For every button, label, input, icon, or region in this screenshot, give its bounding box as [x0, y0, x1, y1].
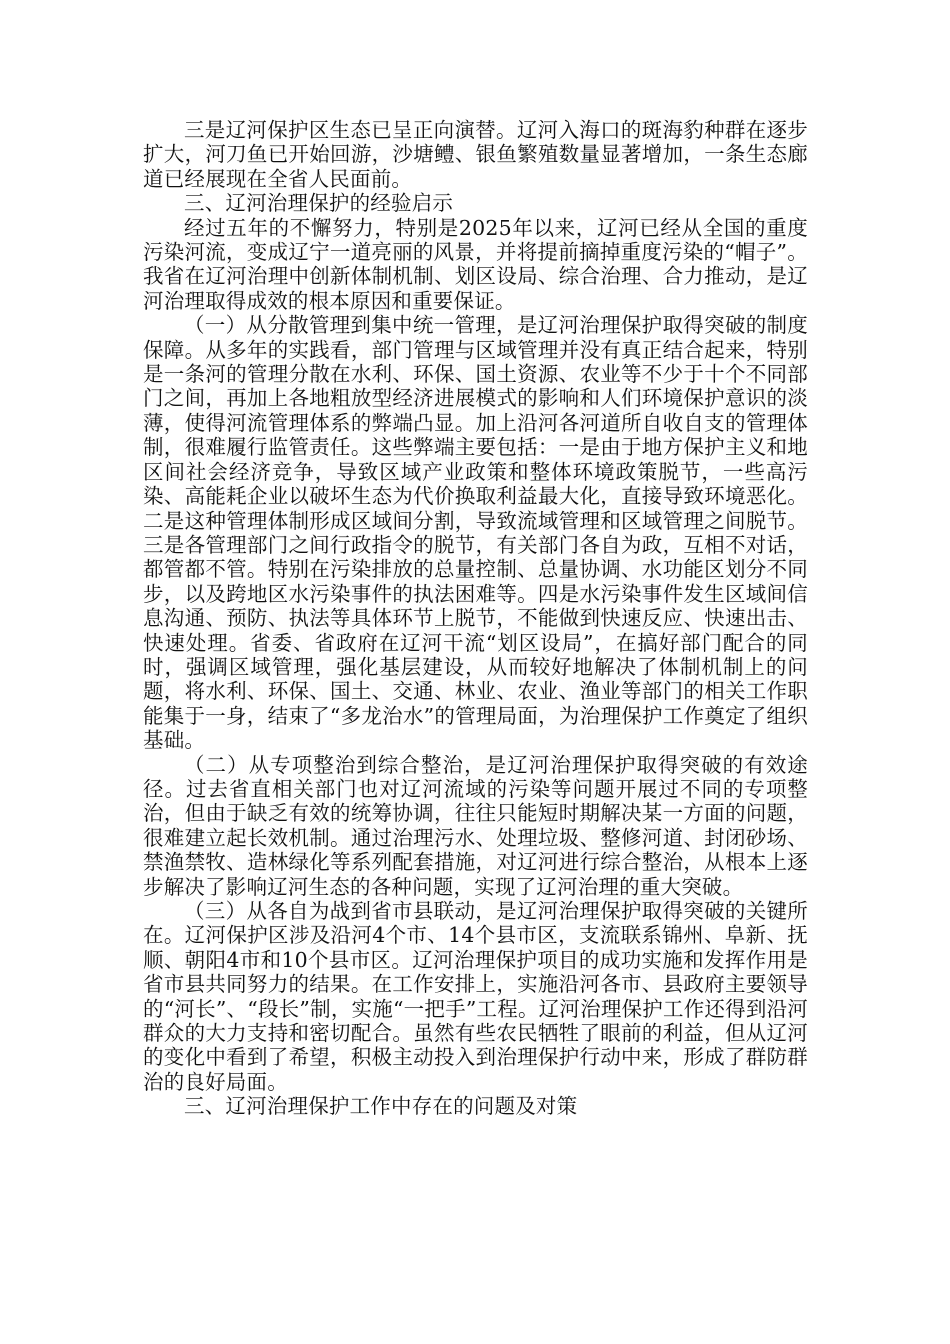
paragraph-comprehensive-remediation: （二）从专项整治到综合整治，是辽河治理保护取得突破的有效途径。过去省直相关部门也对辽河流域的污染等问题开展过不同的专项整治，但由于缺乏有效的统筹协调，往往只能短时期解决某一方面的问题，很难建立起长效机制。通过治理污水、处理垃圾、整修河道、封闭砂场、禁渔禁牧、造林绿化等系列配套措施，对辽河进行综合整治，从根本上逐步解决了影响辽河生态的各种问题，实现了辽河治理的重大突破。 — [143, 752, 808, 899]
document-body — [143, 118, 808, 1119]
section-heading-experience: 三、辽河治理保护的经验启示 — [184, 191, 454, 216]
paragraph-unified-management: （一）从分散管理到集中统一管理，是辽河治理保护取得突破的制度保障。从多年的实践看，部门管理与区域管理并没有真正结合起来，特别是一条河的管理分散在水利、环保、国土资源、农业等不少于十个不同部门之间，再加上各地粗放型经济进展模式的影响和人们环境保护意识的淡薄，使得河流管理体系的弊端凸显。加上沿河各河道所自收自支的管理体制，很难履行监管责任。这些弊端主要包括：一是由于地方保护主义和地区间社会经济竞争，导致区域产业政策和整体环境政策脱节，一些高污染、高能耗企业以破坏生态为代价换取利益最大化，直接导致环境恶化。二是这种管理体制形成区域间分割，导致流域管理和区域管理之间脱节。三是各管理部门之间行政指令的脱节，有关部门各自为政，互相不对话，都管都不管。特别在污染排放的总量控制、总量协调、水功能区划分不同步，以及跨地区水污染事件的执法困难等。四是水污染事件发生区域间信息沟通、预防、执法等具体环节上脱节，不能做到快速反应、快速出击、快速处理。省委、省政府在辽河干流“划区设局”，在搞好部门配合的同时，强调区域管理，强化基层建设，从而较好地解决了体制机制上的问题，将水利、环保、国土、交通、林业、农业、渔业等部门的相关工作职能集于一身，结束了“多龙治水”的管理局面，为治理保护工作奠定了组织基础。 — [143, 313, 808, 753]
paragraph-ecology-succession: 三是辽河保护区生态已呈正向演替。辽河入海口的斑海豹种群在逐步扩大，河刀鱼已开始回游，沙塘鳢、银鱼繁殖数量显著增加，一条生态廊道已经展现在全省人民面前。 — [143, 118, 808, 191]
paragraph-province-city-county-linkage: （三）从各自为战到省市县联动，是辽河治理保护取得突破的关键所在。辽河保护区涉及沿河4个市、14个县市区，支流联系锦州、阜新、抚顺、朝阳4市和10个县市区。辽河治理保护项目的成功实施和发挥作用是省市县共同努力的结果。在工作安排上，实施沿河各市、县政府主要领导的“河长”、“段长”制，实施“一把手”工程。辽河治理保护工作还得到沿河群众的大力支持和密切配合。虽然有些农民牺牲了眼前的利益，但从辽河的变化中看到了希望，积极主动投入到治理保护行动中来，形成了群防群治的良好局面。 — [143, 899, 808, 1094]
section-heading-problems: 三、辽河治理保护工作中存在的问题及对策 — [184, 1094, 578, 1119]
paragraph-five-years-effort: 经过五年的不懈努力，特别是2025年以来，辽河已经从全国的重度污染河流，变成辽宁一道亮丽的风景，并将提前摘掉重度污染的“帽子”。我省在辽河治理中创新体制机制、划区设局、综合治理、合力推动，是辽河治理取得成效的根本原因和重要保证。 — [143, 215, 808, 313]
